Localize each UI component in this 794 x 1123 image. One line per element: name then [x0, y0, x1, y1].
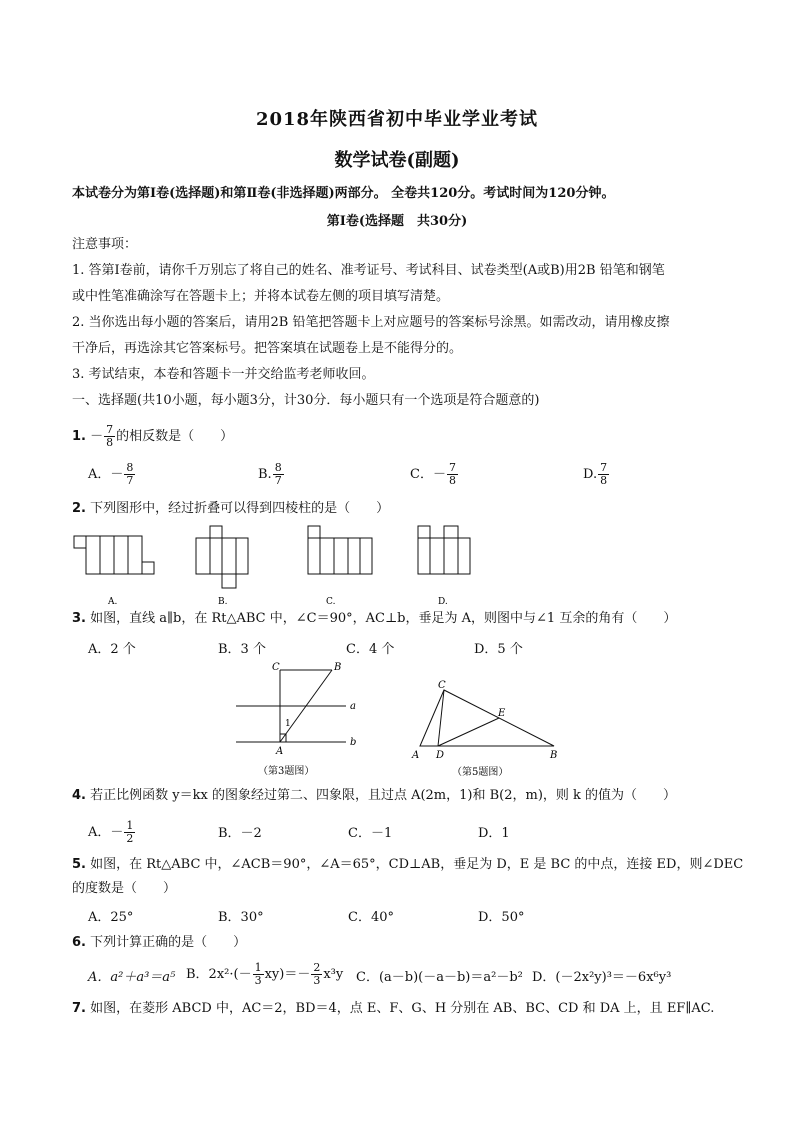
- option-a: A．－ $\frac{1}{2}$: [88, 819, 134, 845]
- option-c: C．－1: [348, 826, 393, 841]
- option-b: B．2x²·(－ $\frac{1}{3}$ xy)＝－ $\frac{2}{3}$ x³y: [186, 961, 344, 987]
- question-number: 6.: [72, 935, 86, 950]
- option-a: A．25°: [88, 910, 134, 925]
- net-label: C.: [326, 597, 336, 607]
- question-4: [72, 787, 676, 805]
- point-label: A: [412, 750, 420, 761]
- question-6: [72, 934, 246, 952]
- point-label: C: [272, 662, 280, 673]
- option-b: B．3 个: [218, 642, 266, 657]
- question-2: [72, 500, 389, 518]
- point-label: D: [436, 750, 445, 761]
- option-a: A．－ $\frac{8}{7}$: [88, 461, 134, 487]
- question-number: 1.: [72, 429, 86, 444]
- notice-line: 干净后，再选涂其它答案标号。把答案填在试题卷上是不能得分的。: [72, 341, 463, 356]
- option-c: C．－ $\frac{7}{8}$: [410, 461, 456, 487]
- page-title: 2018年陕西省初中毕业学业考试: [255, 109, 539, 130]
- option-c: C．4 个: [346, 642, 395, 657]
- net-a: [74, 536, 154, 574]
- line-label: b: [350, 737, 357, 748]
- notice-line: 1. 答第Ⅰ卷前，请你千万别忘了将自己的姓名、准考证号、考试科目、试卷类型(A或B)用2B 铅笔和钢笔: [72, 263, 665, 278]
- fraction: $\frac{7}{8}$: [106, 423, 114, 449]
- point-label: A: [276, 746, 284, 757]
- question-text: 的相反数是（ ）: [116, 429, 234, 444]
- figure-5: [404, 674, 574, 784]
- minus-sign: －: [90, 429, 104, 444]
- intro-text: 本试卷分为第Ⅰ卷(选择题)和第Ⅱ卷(非选择题)两部分。 全卷共120分。考试时间为120分钟。: [72, 186, 615, 201]
- option-d: D．1: [478, 826, 510, 841]
- question-number: 7.: [72, 1001, 86, 1016]
- option-c: C．(a－b)(－a－b)＝a²－b²: [356, 970, 523, 985]
- option-d: D. $\frac{7}{8}$: [583, 461, 608, 487]
- notice-line: 3. 考试结束，本卷和答题卡一并交给监考老师收回。: [72, 367, 375, 382]
- question-5-cont: 的度数是（ ）: [72, 881, 177, 896]
- notice-title: 注意事项：: [72, 237, 138, 252]
- option-b: B. $\frac{8}{7}$: [258, 461, 282, 487]
- question-text: 若正比例函数 y＝kx 的图象经过第二、四象限，且过点 A(2m，1)和 B(2，m)，则 k 的值为（ ）: [90, 788, 677, 803]
- angle-label: 1: [285, 719, 291, 729]
- point-label: B: [334, 662, 342, 673]
- line-label: a: [350, 701, 356, 712]
- question-number: 4.: [72, 788, 86, 803]
- option-b: B．－2: [218, 826, 262, 841]
- point-label: B: [550, 750, 558, 761]
- notice-line: 或中性笔准确涂写在答题卡上；并将本试卷左侧的项目填写清楚。: [72, 289, 450, 304]
- question-text: 如图，在菱形 ABCD 中，AC＝2，BD＝4，点 E、F、G、H 分别在 AB、BC、CD 和 DA 上，且 EF∥AC.: [90, 1001, 715, 1016]
- question-text: 如图，直线 a∥b，在 Rt△ABC 中，∠C＝90°，AC⊥b，垂足为 A，则图中与∠1 互余的角有（ ）: [90, 611, 677, 626]
- net-b: [196, 526, 248, 588]
- q2-nets-figure: [70, 522, 490, 608]
- net-d: [418, 526, 470, 574]
- net-label: B.: [218, 597, 228, 607]
- net-label: A.: [108, 597, 118, 607]
- question-text: 下列计算正确的是（ ）: [90, 935, 247, 950]
- option-a: A．a²＋a³＝a⁵: [88, 970, 176, 985]
- point-label: C: [438, 680, 446, 691]
- question-text: 下列图形中，经过折叠可以得到四棱柱的是（ ）: [90, 501, 390, 516]
- option-b: B．30°: [218, 910, 264, 925]
- notice-line: 2. 当你选出每小题的答案后，请用2B 铅笔把答题卡上对应题号的答案标号涂黑。如需改动，请用橡皮擦: [72, 315, 670, 330]
- question-3: [72, 610, 676, 628]
- question-number: 5.: [72, 857, 86, 872]
- page-subtitle: 数学试卷(副题): [334, 150, 460, 171]
- question-7: [72, 1000, 714, 1018]
- part-heading: 一、选择题(共10小题，每小题3分，计30分．每小题只有一个选项是符合题意的): [72, 393, 540, 408]
- point-label: E: [498, 708, 506, 719]
- figure-3: [228, 660, 368, 784]
- figure-caption: （第3题图）: [258, 766, 315, 777]
- option-a: A．2 个: [88, 642, 136, 657]
- net-label: D.: [438, 597, 448, 607]
- figure-caption: （第5题图）: [452, 767, 509, 778]
- option-d: D．50°: [478, 910, 525, 925]
- option-c: C．40°: [348, 910, 394, 925]
- question-number: 2.: [72, 501, 86, 516]
- question-1: [72, 424, 233, 449]
- question-text: 如图，在 Rt△ABC 中，∠ACB＝90°，∠A＝65°，CD⊥AB，垂足为 D，E 是 BC 的中点，连接 ED，则∠DEC: [90, 857, 744, 872]
- option-d: D．(－2x²y)³＝－6x⁶y³: [532, 970, 672, 985]
- section-heading: 第Ⅰ卷(选择题 共30分): [326, 214, 468, 229]
- question-number: 3.: [72, 611, 86, 626]
- option-d: D．5 个: [474, 642, 523, 657]
- net-c: [308, 526, 372, 574]
- question-5: [72, 856, 743, 874]
